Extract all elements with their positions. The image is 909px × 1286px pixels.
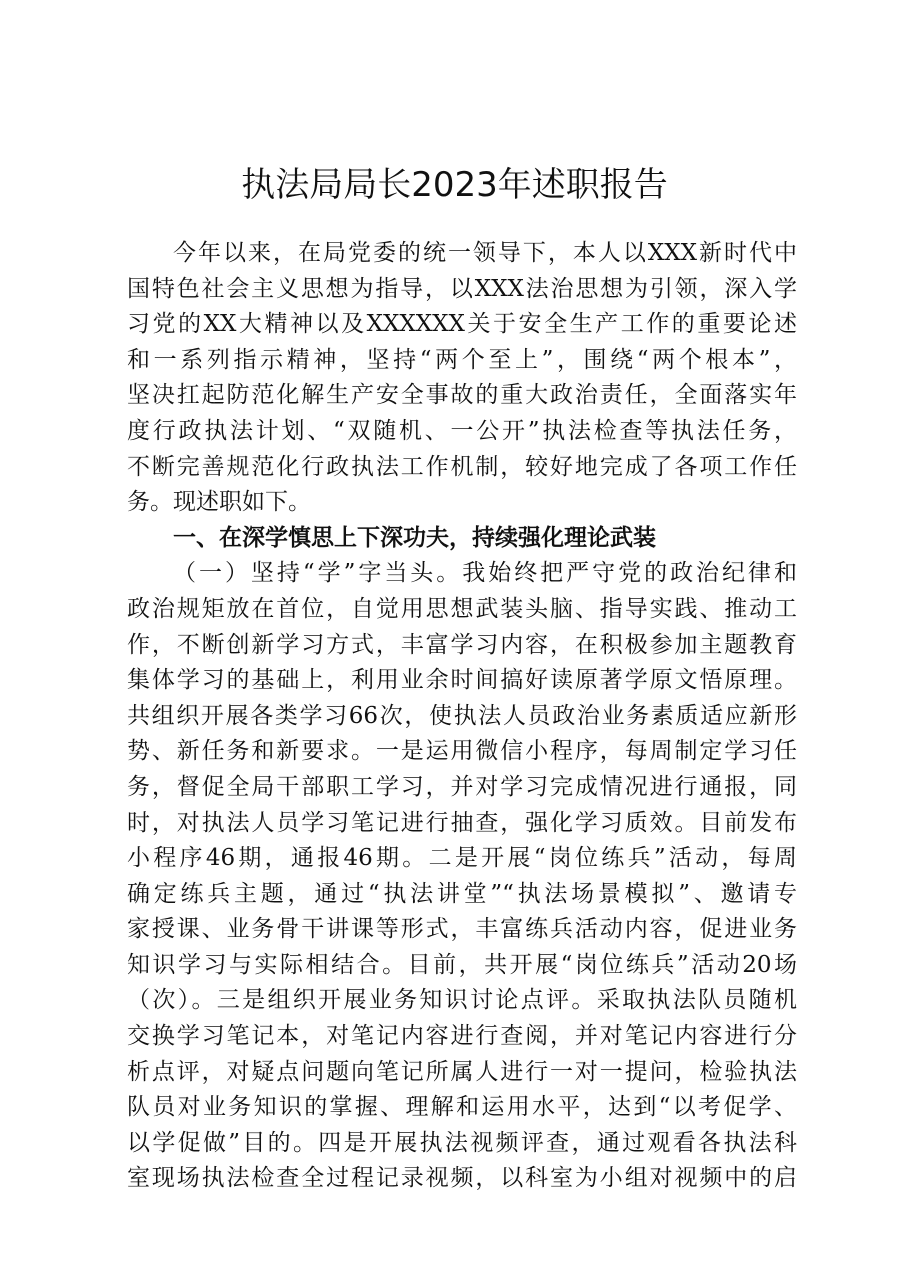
paragraph-line: 交换学习笔记本，对笔记内容进行查阅，并对笔记内容进行分 [127,1023,797,1050]
section-heading: 一、在深学慎思上下深功夫，持续强化理论武装 [173,524,656,551]
paragraph-line: 时，对执法人员学习笔记进行抽查，强化学习质效。目前发布 [127,809,797,836]
paragraph-line: 今年以来，在局党委的统一领导下，本人以XXX新时代中 [173,240,797,266]
paragraph-line: 作，不断创新学习方式，丰富学习内容，在积极参加主题教育 [127,631,797,658]
paragraph-line: 确定练兵主题，通过“执法讲堂”“执法场景模拟”、邀请专 [127,880,797,907]
paragraph-line: 度行政执法计划、“双随机、一公开”执法检查等执法任务， [127,417,797,444]
paragraph-line: 坚决扛起防范化解生产安全事故的重大政治责任，全面落实年 [127,382,797,409]
paragraph-line: （一）坚持“学”字当头。我始终把严守党的政治纪律和 [173,560,797,587]
paragraph-line: 政治规矩放在首位，自觉用思想武装头脑、指导实践、推动工 [127,595,797,622]
paragraph-line: 势、新任务和新要求。一是运用微信小程序，每周制定学习任 [127,738,797,765]
document-title: 执法局局长2023年述职报告 [241,165,668,205]
paragraph-line: 和一系列指示精神，坚持“两个至上”，围绕“两个根本”， [127,346,797,373]
document-body [127,236,797,1197]
paragraph-line: 国特色社会主义思想为指导，以XXX法治思想为引领，深入学 [127,275,797,302]
paragraph-line: 习党的XX大精神以及XXXXXX关于安全生产工作的重要论述 [127,311,797,338]
paragraph-line: 析点评，对疑点问题向笔记所属人进行一对一提问，检验执法 [127,1058,797,1085]
paragraph-line: 队员对业务知识的掌握、理解和运用水平，达到“以考促学、 [127,1094,797,1121]
paragraph-line: 小程序46期，通报46期。二是开展“岗位练兵”活动，每周 [127,845,797,872]
paragraph-line: 务，督促全局干部职工学习，并对学习完成情况进行通报，同 [127,773,797,800]
paragraph-line: 不断完善规范化行政执法工作机制，较好地完成了各项工作任 [127,453,797,480]
paragraph-line: 家授课、业务骨干讲课等形式，丰富练兵活动内容，促进业务 [127,916,797,943]
paragraph-line: 集体学习的基础上，利用业余时间搞好读原著学原文悟原理。 [127,667,797,694]
paragraph-line: 共组织开展各类学习66次，使执法人员政治业务素质适应新形 [127,702,797,729]
paragraph-line: 知识学习与实际相结合。目前，共开展“岗位练兵”活动20场 [127,951,797,978]
paragraph-line: 室现场执法检查全过程记录视频，以科室为小组对视频中的启 [127,1165,797,1192]
paragraph-line: 以学促做”目的。四是开展执法视频评查，通过观看各执法科 [127,1129,797,1156]
paragraph-line: 务。现述职如下。 [127,489,311,516]
paragraph-line: （次）。三是组织开展业务知识讨论点评。采取执法队员随机 [127,987,797,1014]
